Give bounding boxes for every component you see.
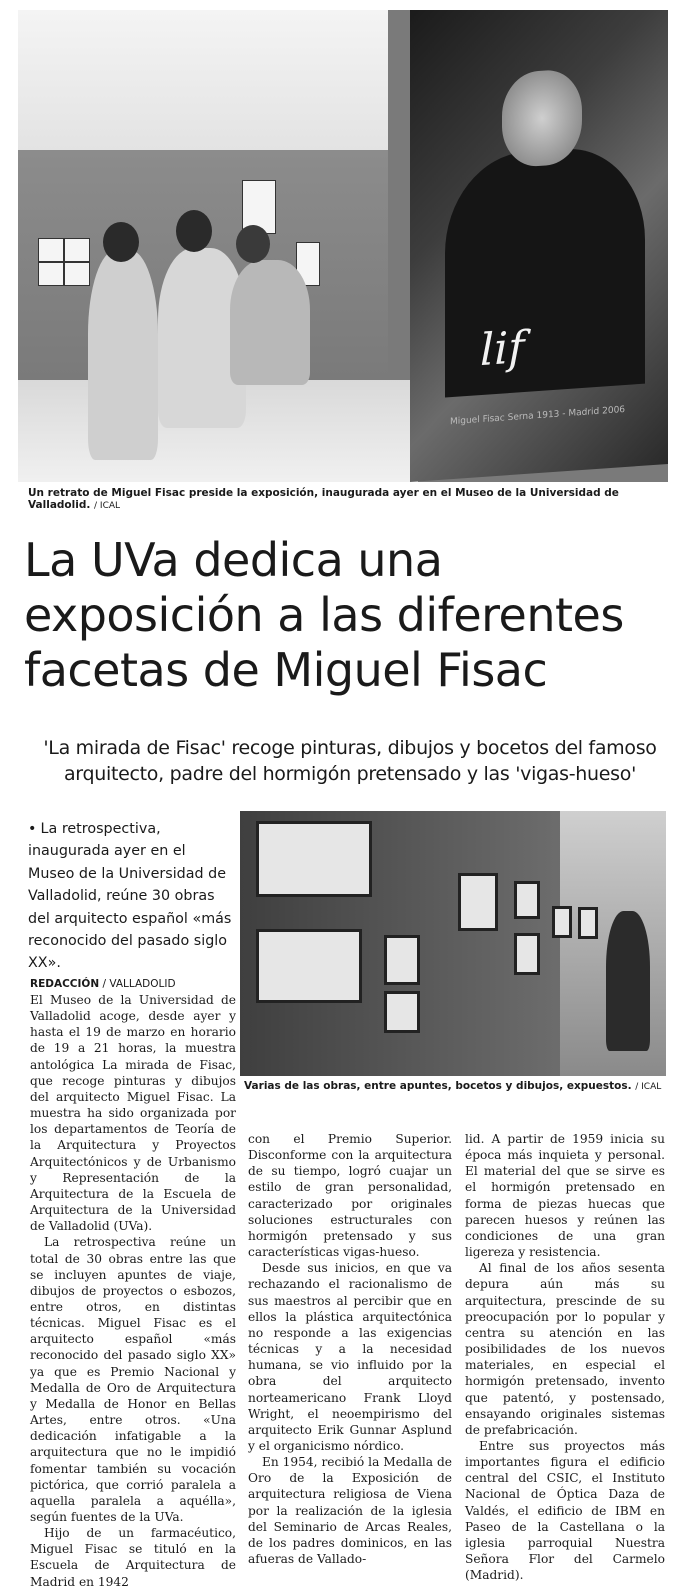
body-paragraph: El Museo de la Universidad de Valladolid acoge, desde ayer y hasta el 19 de marzo en horario de 19 a 21 horas, la muestra antológica La mirada de Fisac, que recoge pinturas y dibujos del arquitecto Miguel Fisac. La muestra ha sido organizada por los departamentos de Teoría de la Arquitectura y Proyectos Arquitectónicos y de Urbanismo y Representación de la Arquitectura de la Escuela de Arquitectura de la Universidad de Valladolid (UVa).	[30, 993, 236, 1234]
bullet-mark: •	[28, 821, 37, 837]
body-column-3	[465, 1131, 665, 1583]
byline	[30, 978, 176, 990]
headline: La UVa dedica una exposición a las diferentes facetas de Miguel Fisac	[24, 533, 624, 697]
body-paragraph: con el Premio Superior. Disconforme con la arquitectura de su tiempo, logró cuajar un estilo de gran personalidad, caracterizado por originales soluciones estructurales con hormigón pretensado y sus características vigas-hueso.	[248, 1132, 452, 1260]
top-photo-caption	[28, 487, 668, 511]
caption-text: Un retrato de Miguel Fisac preside la exposición, inaugurada ayer en el Museo de la Universidad de Valladolid.	[28, 487, 619, 511]
body-paragraph: lid. A partir de 1959 inicia su época más inquieta y personal. El material del que se sirve es el hormigón pretensado en forma de piezas huecas que parecen huesos y reúnen las condiciones de una gran ligereza y resistencia.	[465, 1132, 665, 1260]
body-paragraph: En 1954, recibió la Medalla de Oro de la Exposición de arquitectura religiosa de Viena por la realización de la iglesia del Seminario de Arcas Reales, de los padres dominicos, en las afueras de Vallado-	[248, 1455, 452, 1567]
body-paragraph: Entre sus proyectos más importantes figura el edificio central del CSIC, el Instituto Nacional de Óptica Daza de Valdés, el edificio de IBM en Paseo de la Castellana o la iglesia parroquial Nuestra Señora Flor del Carmelo (Madrid).	[465, 1438, 665, 1583]
gallery-photo-caption	[244, 1080, 674, 1092]
body-paragraph: La retrospectiva reúne un total de 30 obras entre las que se incluyen apuntes de viaje, dibujos de proyectos o esbozos, entre otros, en distintas técnicas. Miguel Fisac es el arquitecto español «más reconocido del pasado siglo XX» ya que es Premio Nacional y Medalla de Oro de Arquitectura y Medalla de Honor en Bellas Artes, entre otros. «Una dedicación infatigable a la arquitectura que no le impidió fomentar también su vocación pictórica, que corrió paralela a aquella paralela a aquélla», según fuentes de la UVa.	[30, 1235, 236, 1524]
portrait-caption: Miguel Fisac Serna 1913 - Madrid 2006	[450, 404, 626, 428]
gallery-photo	[240, 811, 666, 1076]
body-paragraph: Desde sus inicios, en que va rechazando el racionalismo de sus maestros al percibir que en ellos la plástica arquitectónica no responde a las exigencias técnicas y a la necesidad humana, se vio influido por la obra del arquitecto norteamericano Frank Lloyd Wright, el neoempirismo del arquitecto Erik Gunnar Asplund y el organicismo nórdico.	[248, 1261, 452, 1453]
body-paragraph: Hijo de un farmacéutico, Miguel Fisac se tituló en la Escuela de Arquitectura de Madrid en 1942	[30, 1526, 236, 1589]
summary-text: La retrospectiva, inaugurada ayer en el Museo de la Universidad de Valladolid, reúne 30 obras del arquitecto español «más reconocido del pasado siglo XX».	[28, 821, 232, 972]
portrait-signature: lif	[480, 321, 525, 377]
body-paragraph: Al final de los años sesenta depura aún más su arquitectura, prescinde de su preocupación por lo popular y centra su atención en las posibilidades de los nuevos materiales, en especial el hormigón pretensado, invento que patentó, y postensado, ensayando originales sistemas de prefabricación.	[465, 1261, 665, 1437]
photo-credit: / ICAL	[635, 1082, 662, 1092]
fisac-portrait	[410, 10, 668, 482]
body-column-1	[30, 992, 236, 1590]
summary	[28, 818, 233, 975]
body-column-2	[248, 1131, 452, 1567]
exhibition-photo	[18, 10, 668, 482]
caption-text: Varias de las obras, entre apuntes, bocetos y dibujos, expuestos.	[244, 1080, 632, 1092]
photo-credit: / ICAL	[94, 501, 121, 511]
byline-place: / VALLADOLID	[102, 978, 176, 990]
subheadline: 'La mirada de Fisac' recoge pinturas, dibujos y bocetos del famoso arquitecto, padre del hormigón pretensado y las 'vigas-hueso'	[43, 737, 657, 785]
byline-agency: REDACCIÓN	[30, 978, 100, 990]
